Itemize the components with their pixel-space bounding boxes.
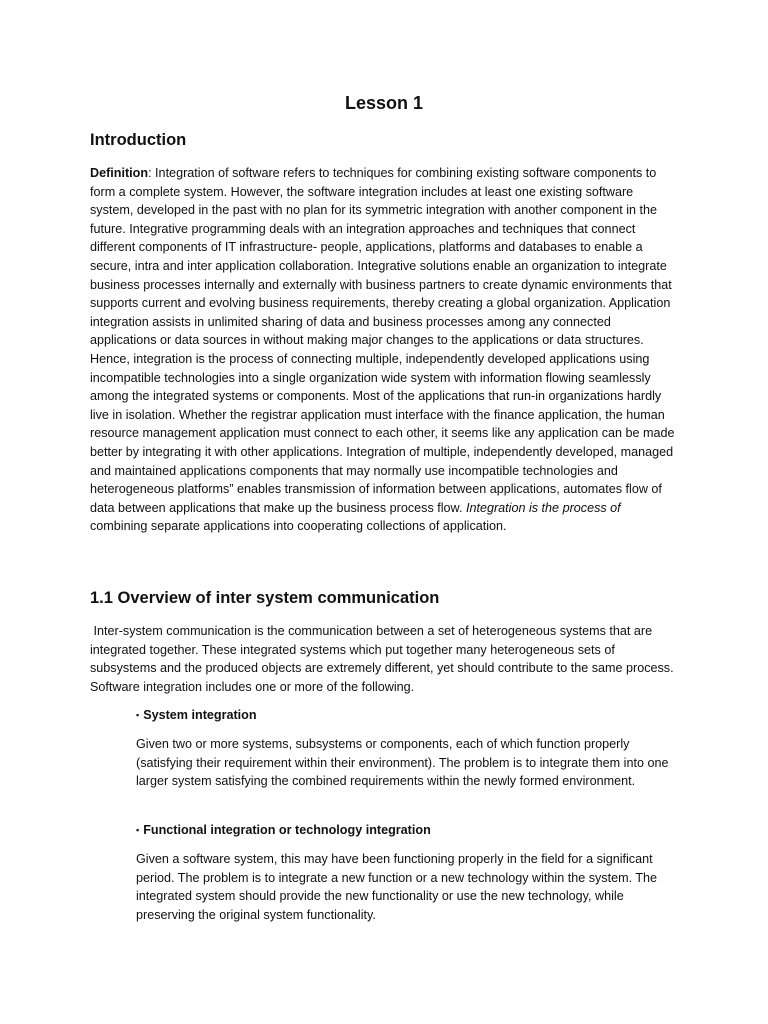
lesson-title: Lesson 1 [344,93,424,113]
bullet-functional-integration [136,821,431,839]
overview-paragraph: Inter-system communication is the communication between a set of heterogeneous systems that are integrated together. These integrated systems which put together many heterogeneous sets of subsystems and the produced objects are extremely different, yet should contribute to the same process. Software integration includes one or more of the following. [90,624,674,694]
introduction-paragraph [90,164,680,536]
bullet-marker-icon: ▪ [136,825,140,835]
bullet-title: Functional integration or technology integration [143,823,431,837]
functional-integration-paragraph: Given a software system, this may have been functioning properly in the field for a significant period. The problem is to integrate a new function or a new technology within the system. The integrated system should provide the new functionality or use the new technology, while preserving the original system functionality. [136,852,658,922]
bullet-system-integration [136,706,257,724]
overview-heading: 1.1 Overview of inter system communication [90,589,440,607]
introduction-text-part2: combining separate applications into cooperating collections of application. [90,519,507,534]
definition-label: Definition [90,166,149,180]
introduction-italic-text: Integration is the process of [465,500,621,515]
introduction-text-part1: : Integration of software refers to techniques for combining existing software components to form a complete system. However, the software integration includes at least one existing software system, developed in the past with no plan for its symmetric integration with another component in the future. Integrative programming deals with an integration approaches and techniques that connect different components of IT infrastructure- people, applications, platforms and databases to enable a secure, intra and inter application collaboration. Integrative solutions enable an organization to integrate business processes internally and externally with business partners to create dynamic environments that supports current and evolving business requirements, thereby creating a global organization. Application integration assists in unlimited sharing of data and business processes among any connected applications or data sources in without making major changes to the applications or data structures. Hence, integration is the process of connecting multiple, independently developed applications using incompatible technologies into a single organization wide system with information flowing seamlessly among the integrated systems or components. Most of the applications that run-in organizations hardly live in isolation. Whether the registrar application must interface with the finance application, the human resource management application must connect to each other, it seems like any application can be made better by integrating it with other applications. Integration of multiple, independently developed, managed and maintained applications components that may normally use incompatible technologies and heterogeneous platforms” enables transmission of information between applications, automates flow of data between applications that make up the business process flow. [90,166,675,515]
introduction-heading: Introduction [90,131,187,149]
system-integration-paragraph: Given two or more systems, subsystems or components, each of which function properly (satisfying their requirement within their environment). The problem is to integrate them into one larger system satisfying the combined requirements within the newly formed environment. [136,737,669,789]
bullet-title: System integration [143,708,257,722]
bullet-marker-icon: ▪ [136,710,140,720]
